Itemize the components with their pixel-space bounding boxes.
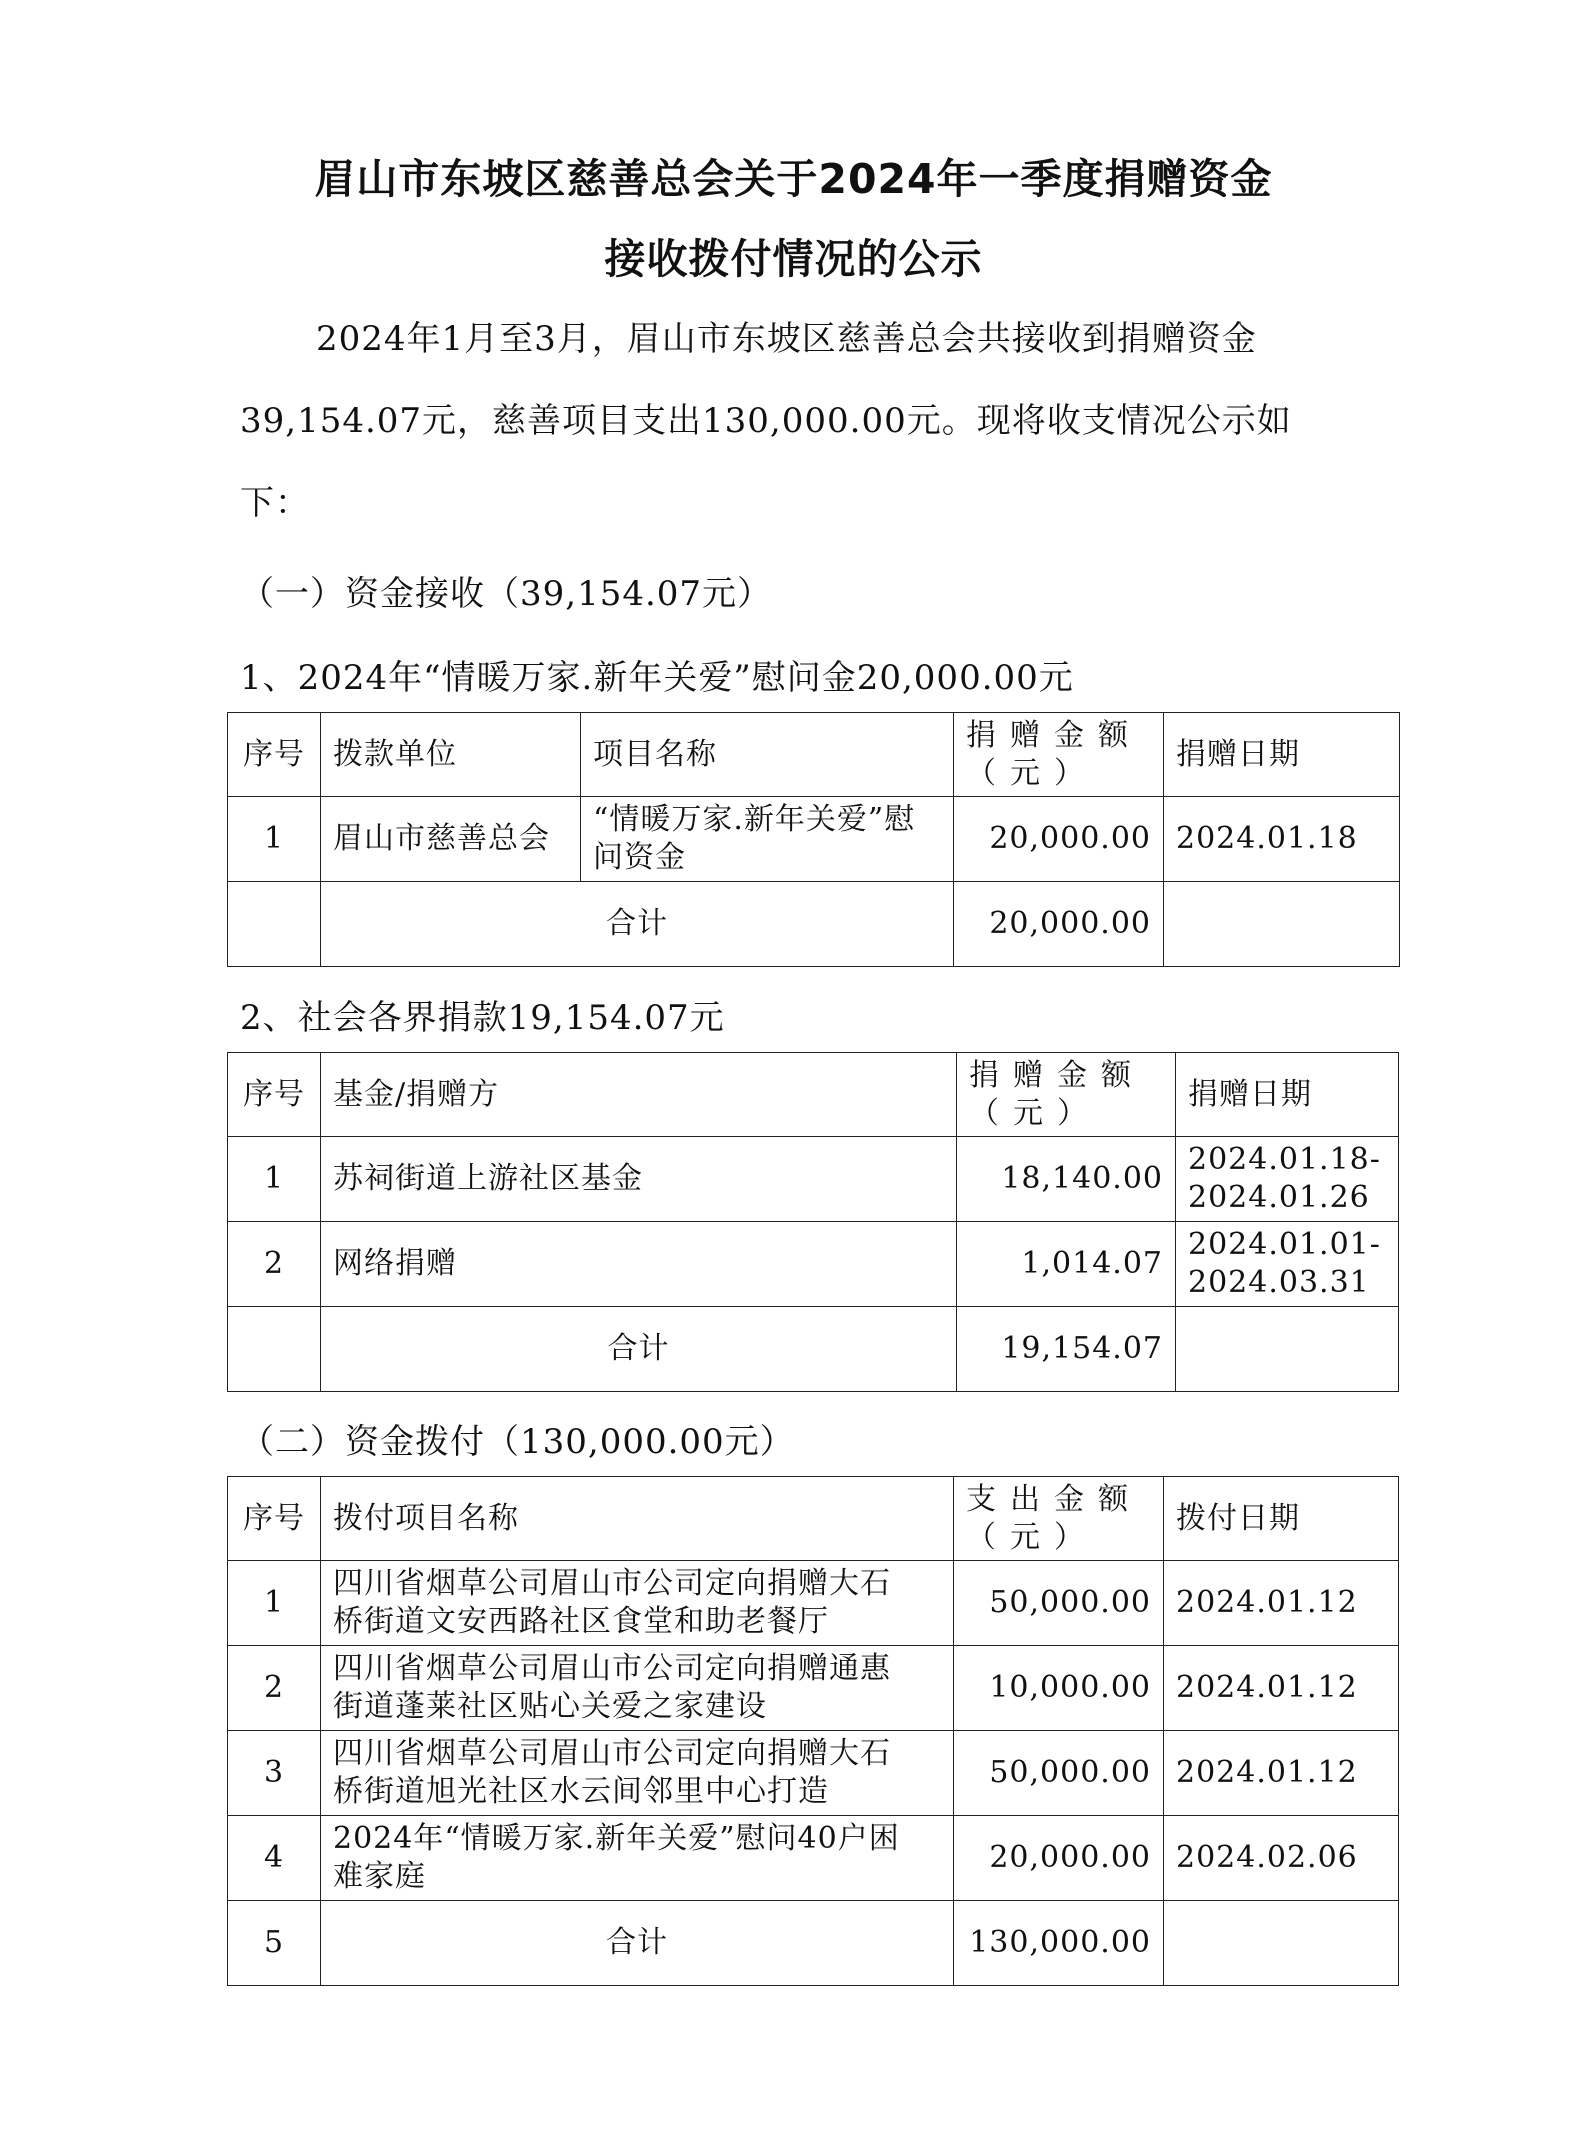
cell-donor: 网络捐赠 — [321, 1222, 957, 1307]
date-to: 2024.01.26 — [1188, 1180, 1370, 1215]
table-total-row — [228, 1901, 1399, 1986]
cell-project — [321, 1561, 954, 1646]
project-line2: 难家庭 — [333, 1859, 426, 1894]
header-project: 项目名称 — [581, 713, 954, 797]
cell-donor: 苏祠街道上游社区基金 — [321, 1137, 957, 1222]
cell-amount: 20,000.00 — [954, 797, 1164, 882]
cell-date: 2024.02.06 — [1164, 1816, 1399, 1901]
project-line1: 四川省烟草公司眉山市公司定向捐赠大石 — [333, 1736, 891, 1771]
project-line2: 桥街道旭光社区水云间邻里中心打造 — [333, 1774, 829, 1809]
header-no: 序号 — [228, 1477, 321, 1561]
project-line1: 四川省烟草公司眉山市公司定向捐赠通惠 — [333, 1651, 891, 1686]
cell-date — [1176, 1137, 1399, 1222]
cell-no: 1 — [228, 797, 321, 882]
sub1-heading: 1、2024年“情暖万家.新年关爱”慰问金20,000.00元 — [240, 658, 1074, 698]
cell-no: 1 — [228, 1561, 321, 1646]
total-amount: 19,154.07 — [957, 1307, 1176, 1392]
header-amount: 捐赠金额（元） — [954, 713, 1164, 797]
header-date: 捐赠日期 — [1176, 1053, 1399, 1137]
cell-empty — [228, 1307, 321, 1392]
date-from: 2024.01.01- — [1188, 1227, 1381, 1262]
cell-project — [321, 1731, 954, 1816]
header-donor: 基金/捐赠方 — [321, 1053, 957, 1137]
cell-amount: 18,140.00 — [957, 1137, 1176, 1222]
table-row — [228, 1561, 1399, 1646]
cell-no: 4 — [228, 1816, 321, 1901]
section2-heading: （二）资金拨付（130,000.00元） — [240, 1422, 795, 1462]
table-total-row — [228, 1307, 1399, 1392]
header-date: 捐赠日期 — [1164, 713, 1400, 797]
cell-unit: 眉山市慈善总会 — [321, 797, 581, 882]
cell-empty — [1164, 882, 1400, 967]
header-project: 拨付项目名称 — [321, 1477, 954, 1561]
project-line1: 2024年“情暖万家.新年关爱”慰问40户困 — [333, 1821, 900, 1856]
cell-amount: 20,000.00 — [954, 1816, 1164, 1901]
project-line1: 四川省烟草公司眉山市公司定向捐赠大石 — [333, 1566, 891, 1601]
total-label: 合计 — [321, 1307, 957, 1392]
table-row — [228, 797, 1400, 882]
header-amount: 捐赠金额（元） — [957, 1053, 1176, 1137]
cell-date: 2024.01.12 — [1164, 1731, 1399, 1816]
table-header-row — [228, 1477, 1399, 1561]
cell-empty — [228, 882, 321, 967]
cell-no: 1 — [228, 1137, 321, 1222]
cell-no: 2 — [228, 1646, 321, 1731]
table-row — [228, 1816, 1399, 1901]
document-title-line1: 眉山市东坡区慈善总会关于2024年一季度捐赠资金 — [314, 155, 1273, 203]
document-title-line2: 接收拨付情况的公示 — [604, 235, 983, 283]
cell-empty — [1176, 1307, 1399, 1392]
cell-date — [1176, 1222, 1399, 1307]
table-header-row — [228, 713, 1400, 797]
cell-project — [321, 1646, 954, 1731]
intro-paragraph-line2: 39,154.07元，慈善项目支出130,000.00元。现将收支情况公示如 — [240, 401, 1292, 441]
header-no: 序号 — [228, 1053, 321, 1137]
table-disbursements — [227, 1476, 1399, 1986]
table-row — [228, 1137, 1399, 1222]
intro-paragraph-line3: 下： — [240, 483, 310, 523]
table-total-row — [228, 882, 1400, 967]
cell-date: 2024.01.12 — [1164, 1561, 1399, 1646]
cell-date: 2024.01.12 — [1164, 1646, 1399, 1731]
total-amount: 20,000.00 — [954, 882, 1164, 967]
table-header-row — [228, 1053, 1399, 1137]
cell-amount: 1,014.07 — [957, 1222, 1176, 1307]
cell-amount: 50,000.00 — [954, 1561, 1164, 1646]
header-amount: 支出金额（元） — [954, 1477, 1164, 1561]
total-no: 5 — [228, 1901, 321, 1986]
cell-no: 2 — [228, 1222, 321, 1307]
header-unit: 拨款单位 — [321, 713, 581, 797]
total-amount: 130,000.00 — [954, 1901, 1164, 1986]
header-date: 拨付日期 — [1164, 1477, 1399, 1561]
section1-heading: （一）资金接收（39,154.07元） — [240, 574, 773, 614]
cell-amount: 10,000.00 — [954, 1646, 1164, 1731]
table-row — [228, 1646, 1399, 1731]
cell-empty — [1164, 1901, 1399, 1986]
project-line2: 街道蓬莱社区贴心关爱之家建设 — [333, 1689, 767, 1724]
project-line2: 桥街道文安西路社区食堂和助老餐厅 — [333, 1604, 829, 1639]
cell-date: 2024.01.18 — [1164, 797, 1400, 882]
date-from: 2024.01.18- — [1188, 1142, 1381, 1177]
table-row — [228, 1731, 1399, 1816]
cell-no: 3 — [228, 1731, 321, 1816]
cell-project: “情暖万家.新年关爱”慰问资金 — [581, 797, 954, 882]
total-label: 合计 — [321, 882, 954, 967]
sub2-heading: 2、社会各界捐款19,154.07元 — [240, 998, 725, 1038]
table-row — [228, 1222, 1399, 1307]
header-no: 序号 — [228, 713, 321, 797]
table-allocation — [227, 712, 1400, 967]
cell-amount: 50,000.00 — [954, 1731, 1164, 1816]
cell-project — [321, 1816, 954, 1901]
date-to: 2024.03.31 — [1188, 1265, 1370, 1300]
intro-paragraph-line1: 2024年1月至3月，眉山市东坡区慈善总会共接收到捐赠资金 — [316, 319, 1257, 359]
total-label: 合计 — [321, 1901, 954, 1986]
table-donations — [227, 1052, 1399, 1392]
